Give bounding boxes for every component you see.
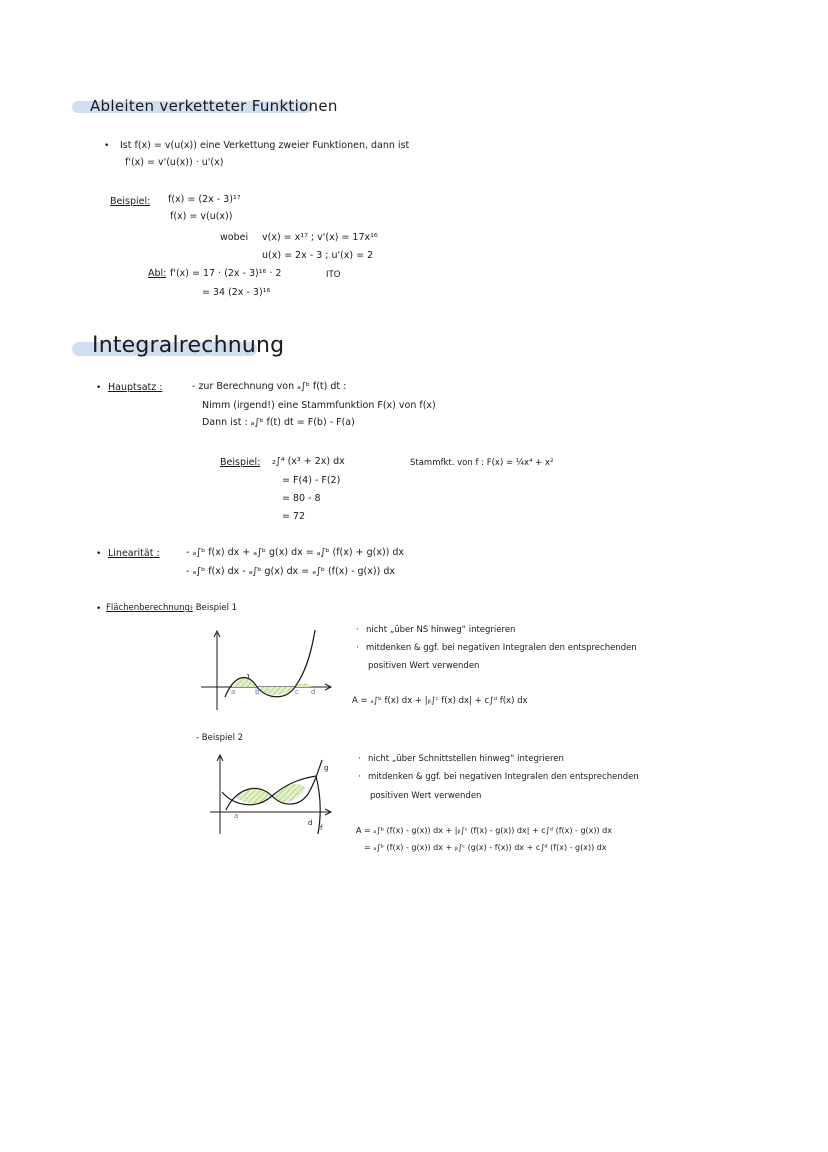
label-a: a bbox=[234, 812, 239, 820]
v-definition: v(x) = x¹⁷ ; v'(x) = 17x¹⁶ bbox=[262, 232, 378, 243]
abl-line-2: = 34 (2x - 3)¹⁶ bbox=[202, 287, 271, 298]
wobei-label: wobei bbox=[220, 232, 249, 243]
beispiel-1-label: - Beispiel 1 bbox=[190, 603, 238, 613]
bsp1-formula: A = ₐ∫ᵇ f(x) dx + |ᵦ∫ᶜ f(x) dx| + c∫ᵈ f(x) dx bbox=[352, 696, 528, 706]
bsp1-note-2: mitdenken & ggf. bei negativen Integralen den entsprechenden bbox=[366, 643, 637, 653]
beispiel-2-label: - Beispiel 2 bbox=[196, 733, 244, 743]
abl-label: Abl: bbox=[148, 268, 167, 279]
bsp2-note-2: mitdenken & ggf. bei negativen Integralen den entsprechenden bbox=[368, 772, 639, 782]
graph-beispiel-2 bbox=[208, 752, 338, 842]
bsp2-formula-1: A = ₐ∫ᵇ (f(x) - g(x)) dx + |ᵦ∫ᶜ (f(x) - g(x)) dx| + c∫ᵈ (f(x) - g(x)) dx bbox=[356, 826, 612, 835]
beispiel-line-1: ₂∫⁴ (x³ + 2x) dx bbox=[272, 456, 345, 467]
example-fx: f(x) = (2x - 3)¹⁷ bbox=[168, 194, 241, 205]
beispiel-line-3: = 80 - 8 bbox=[282, 493, 321, 504]
note-bullet: · bbox=[358, 772, 361, 782]
stammfunktion-note: Stammfkt. von f : F(x) = ¼x⁴ + x² bbox=[410, 458, 554, 468]
bullet-dot: • bbox=[96, 383, 102, 393]
abl-line-1: f'(x) = 17 · (2x - 3)¹⁶ · 2 bbox=[170, 268, 282, 279]
note-bullet: · bbox=[356, 625, 359, 635]
section-title-ableiten: Ableiten verketteter Funktionen bbox=[90, 97, 338, 115]
hauptsatz-line-3: Dann ist : ₐ∫ᵇ f(t) dt = F(b) - F(a) bbox=[202, 417, 355, 428]
rule-line-2: f'(x) = v'(u(x)) · u'(x) bbox=[125, 157, 224, 168]
beispiel-label: Beispiel: bbox=[220, 457, 261, 468]
abl-mark: ITO bbox=[326, 270, 341, 280]
flaechen-label: Flächenberechnung: bbox=[106, 603, 193, 613]
example-label: Beispiel: bbox=[110, 196, 151, 207]
u-definition: u(x) = 2x - 3 ; u'(x) = 2 bbox=[262, 250, 374, 261]
example-fx-composed: f(x) = v(u(x)) bbox=[170, 211, 233, 222]
beispiel-line-2: = F(4) - F(2) bbox=[282, 475, 341, 486]
curve-f bbox=[226, 760, 322, 810]
bsp1-note-1: nicht „über NS hinweg“ integrieren bbox=[366, 625, 516, 635]
label-c: c bbox=[295, 688, 299, 696]
label-a: a bbox=[231, 688, 236, 696]
label-d: d bbox=[308, 819, 313, 827]
hauptsatz-label: Hauptsatz : bbox=[108, 382, 163, 393]
linearitaet-line-2: - ₐ∫ᵇ f(x) dx - ₐ∫ᵇ g(x) dx = ₐ∫ᵇ (f(x) - g(x)) dx bbox=[186, 566, 395, 577]
label-1: 1 bbox=[246, 673, 251, 681]
bullet-dot: • bbox=[104, 141, 110, 151]
bsp1-note-3: positiven Wert verwenden bbox=[368, 661, 480, 671]
note-bullet: · bbox=[356, 643, 359, 653]
linearitaet-line-1: - ₐ∫ᵇ f(x) dx + ₐ∫ᵇ g(x) dx = ₐ∫ᵇ (f(x) + g(x)) dx bbox=[186, 547, 405, 558]
label-d: d bbox=[311, 688, 316, 696]
linearitaet-label: Linearität : bbox=[108, 548, 160, 559]
hauptsatz-line-2: Nimm (irgend!) eine Stammfunktion F(x) von f(x) bbox=[202, 400, 436, 411]
curve-g bbox=[222, 776, 320, 834]
bullet-dot: • bbox=[96, 549, 102, 559]
note-bullet: · bbox=[358, 754, 361, 764]
graph-beispiel-1 bbox=[195, 625, 335, 715]
section-title-integral: Integralrechnung bbox=[92, 333, 285, 358]
rule-line-1: Ist f(x) = v(u(x)) eine Verkettung zweier Funktionen, dann ist bbox=[120, 140, 410, 151]
label-f: f bbox=[320, 824, 323, 832]
label-b: b bbox=[255, 688, 260, 696]
bullet-dot: • bbox=[96, 604, 102, 614]
bsp2-formula-2: = ₐ∫ᵇ (f(x) - g(x)) dx + ᵦ∫ᶜ (g(x) - f(x)) dx + c∫ᵈ (f(x) - g(x)) dx bbox=[364, 843, 607, 852]
bsp2-note-3: positiven Wert verwenden bbox=[370, 791, 482, 801]
bsp2-note-1: nicht „über Schnittstellen hinweg“ integrieren bbox=[368, 754, 564, 764]
label-g: g bbox=[324, 764, 329, 772]
area-hatch bbox=[236, 784, 306, 804]
beispiel-line-4: = 72 bbox=[282, 511, 306, 522]
hauptsatz-line-1: - zur Berechnung von ₐ∫ᵇ f(t) dt : bbox=[192, 381, 347, 392]
